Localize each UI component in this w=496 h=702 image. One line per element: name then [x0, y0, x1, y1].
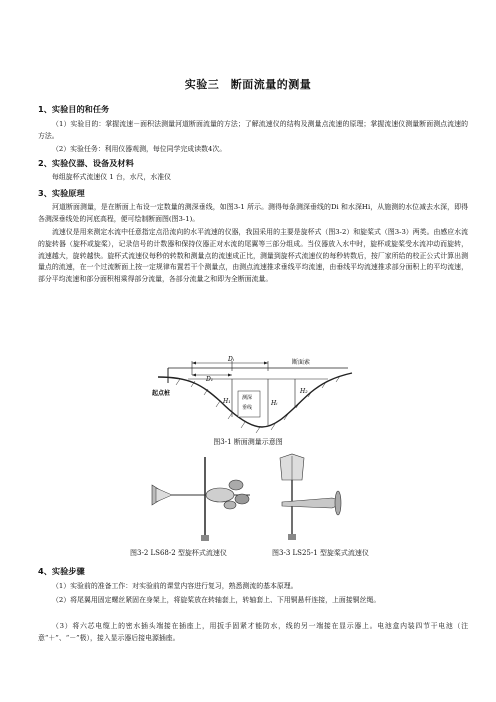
paragraph-purpose-1: （1）实验目的：掌握流速－面积法测量河道断面流量的方法；了解流速仪的结构及测量点流速的原理；掌握流速仪测量断面测点流速的方法。 — [38, 120, 468, 140]
propeller-current-meter-image — [262, 450, 362, 545]
section-heading-purpose: 1、实验目的和任务 — [38, 104, 110, 114]
label-Hi: Hᵢ — [271, 400, 278, 407]
cup-current-meter-image — [150, 455, 260, 545]
figure1-caption: 图3-1 断面测量示意图 — [213, 438, 283, 446]
paragraph-step-3: （3）将六芯电缆上的密水插头端接在插座上，用扳手固紧才能防水，线的另一端接在显示器上。电池盒内装四节干电池（注意“＋”、“－”极），接入显示器后接电源插座。 — [38, 622, 468, 642]
label-start-pile: 起点桩 — [152, 390, 171, 397]
section-heading-equipment: 2、实验仪器、设备及材料 — [38, 158, 134, 168]
cross-section-diagram — [150, 355, 360, 435]
label-Di: Dᵢ — [228, 356, 235, 363]
paragraph-purpose-2: （2）实验任务：利用仪器观测，每位同学完成读数4次。 — [52, 145, 227, 153]
paragraph-equipment: 每组旋杯式流速仪 1 台，水尺，水准仪 — [52, 173, 172, 181]
label-D1: D₁ — [206, 376, 214, 383]
section-heading-steps: 4、实验步骤 — [38, 566, 85, 576]
paragraph-principle-2: 流速仪是用来测定水流中任意指定点沿流向的水平流速的仪器，我国采用的主要是旋杯式（图3-2）和旋桨式（图3-3）两类。由感应水流的旋转器（旋杯或旋桨），记录信号的计数器和保持仪器正对水流的尾翼等三部分组成。当仪器放入水中时，旋杯或旋桨受水流冲动而旋转，流速越大，旋转越快。旋杯式流速仪每秒的转数和测量点的流速成正比，测量到旋杯式流速仪的每秒转数后，按厂家所给的校正公式计算出测量点的流速，在一个过流断面上按一定规律布置若干个测量点，由测点流速推求垂线平均流速，由垂线平均流速推求部分面积上的平均流速，部分平均流速和部分面积相乘得部分流量，各部分流量之和即为全断面流量。 — [38, 228, 468, 284]
paragraph-step-1: （1）实验前的准备工作：对实验前的课堂内容进行复习，熟悉测流的基本原理。 — [52, 582, 298, 590]
paragraph-principle-1: 河道断面测量，是在断面上布设一定数量的测深垂线，如图3-1 所示。测得每条测深垂线的Di 和水深Hi，从施测的水位减去水深，即得各测深垂线处的河底高程，便可绘制断面图(图3-1)。 — [38, 203, 468, 223]
svg-text:垂线: 垂线 — [242, 405, 253, 411]
page-title: 实验三 断面流量的测量 — [184, 78, 312, 91]
figure2-caption: 图3-2 LS68-2 型旋杯式流速仪 — [130, 549, 227, 557]
section-heading-principle: 3、实验原理 — [38, 188, 85, 198]
label-section-rope: 断面索 — [292, 359, 311, 366]
figure3-caption: 图3-3 LS25-1 型旋桨式流速仪 — [272, 549, 369, 557]
label-H1: H₁ — [223, 398, 231, 405]
paragraph-step-2: （2）将尾翼用固定螺丝紧固在身架上，将旋桨放在转轴套上，转轴套上、下用铜悬杆连接，上面接铜丝绳。 — [52, 596, 381, 604]
svg-text:测深: 测深 — [242, 395, 253, 401]
svg-text:H₂: H₂ — [300, 388, 308, 395]
